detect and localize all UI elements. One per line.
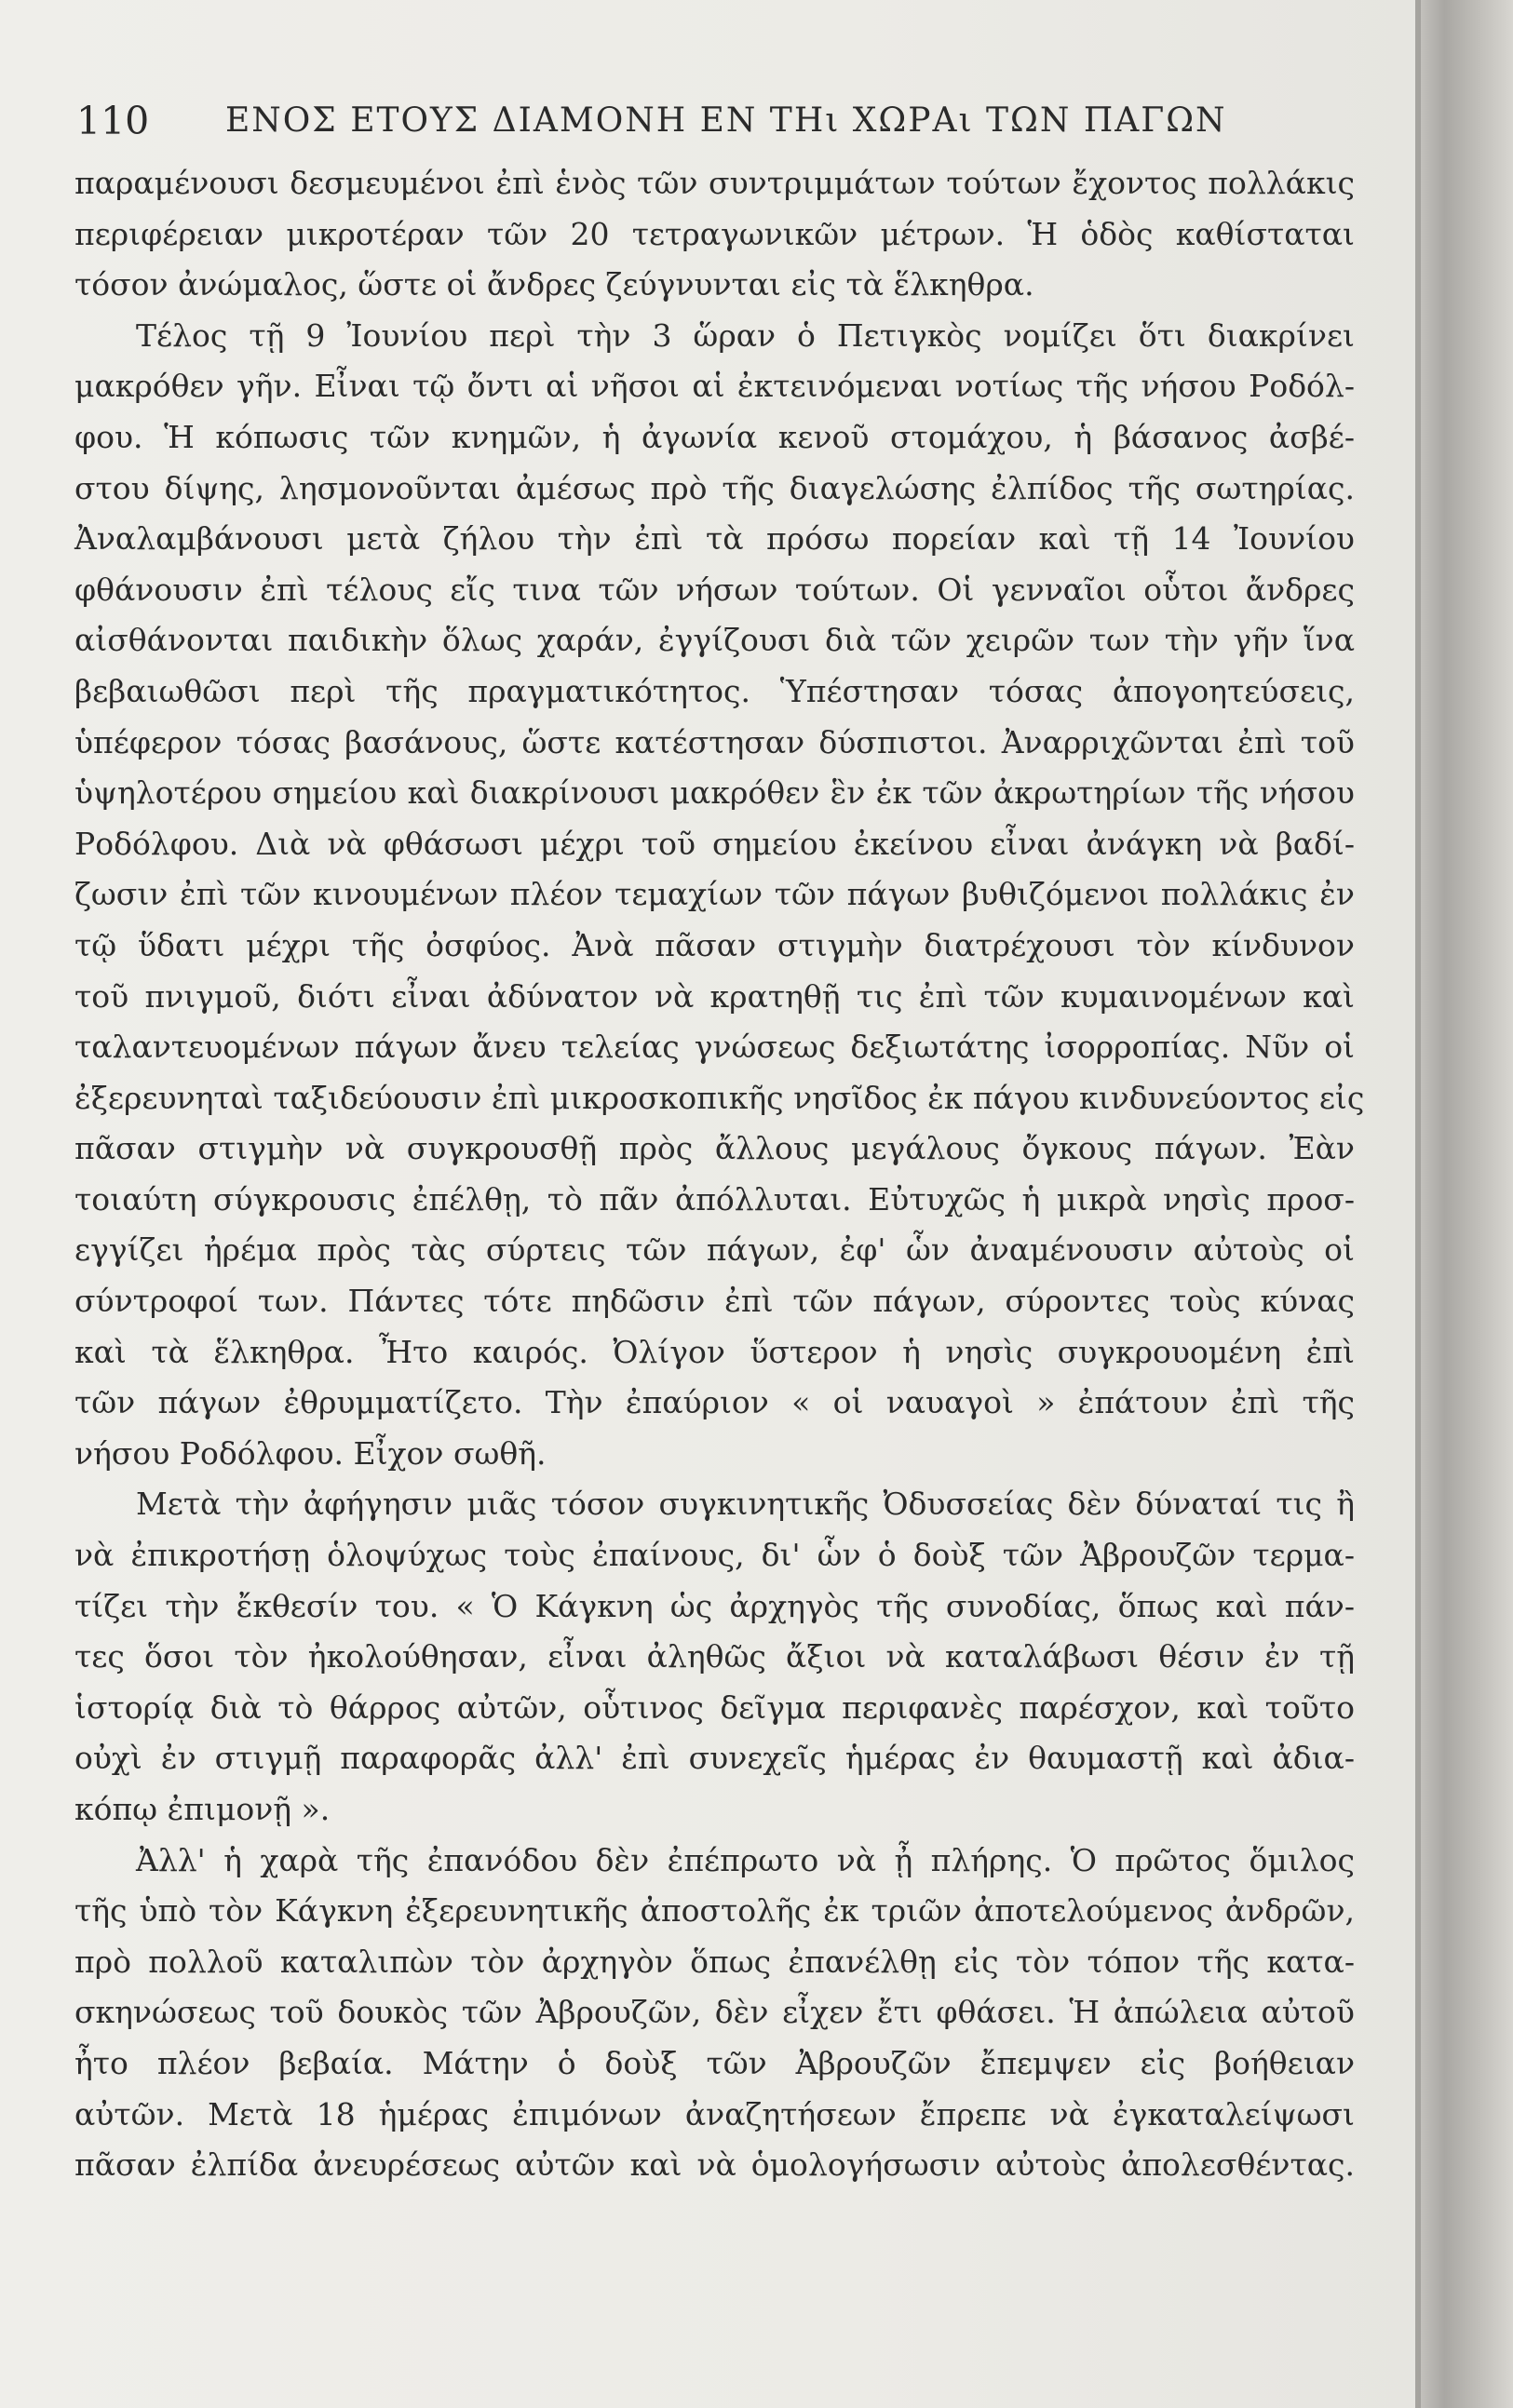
text-line: περιφέρειαν μικροτέραν τῶν 20 τετραγωνικῶν μέτρων. Ἡ ὁδὸς καθίσταται xyxy=(74,215,1355,252)
text-line: καὶ τὰ ἕλκηθρα. Ἦτο καιρός. Ὀλίγον ὕστερον ἡ νησὶς συγκρουομένη ἐπὶ xyxy=(74,1333,1355,1370)
page-header xyxy=(76,93,1361,149)
text-line: Τέλος τῇ 9 Ἰουνίου περὶ τὴν 3 ὥραν ὁ Πετιγκὸς νομίζει ὅτι διακρίνει xyxy=(136,316,1355,354)
running-head: ΕΝΟΣ ΕΤΟΥΣ ΔΙΑΜΟΝΗ ΕΝ ΤΗι ΧΩΡΑι ΤΩΝ ΠΑΓΩΝ xyxy=(225,101,1227,140)
text-line: τοιαύτη σύγκρουσις ἐπέλθῃ, τὸ πᾶν ἀπόλλυται. Εὐτυχῶς ἡ μικρὰ νησὶς προσ- xyxy=(74,1180,1355,1217)
text-line: τόσον ἀνώμαλος, ὥστε οἱ ἄνδρες ζεύγνυνται εἰς τὰ ἕλκηθρα. xyxy=(74,266,1034,303)
text-line: Μετὰ τὴν ἀφήγησιν μιᾶς τόσον συγκινητικῆς Ὀδυσσείας δὲν δύναταί τις ἢ xyxy=(136,1486,1355,1523)
text-line: νήσου Ροδόλφου. Εἶχον σωθῆ. xyxy=(74,1434,547,1472)
text-line: ἐξερευνηταὶ ταξιδεύουσιν ἐπὶ μικροσκοπικῆς νησῖδος ἐκ πάγου κινδυνεύοντος εἰς xyxy=(74,1079,1365,1116)
text-line: τῶν πάγων ἐθρυμματίζετο. Τὴν ἐπαύριον « οἱ ναυαγοὶ » ἐπάτουν ἐπὶ τῆς xyxy=(74,1384,1355,1421)
text-line: τῆς ὑπὸ τὸν Κάγκνη ἐξερευνητικῆς ἀποστολῆς ἐκ τριῶν ἀποτελούμενος ἀνδρῶν, xyxy=(74,1892,1355,1930)
text-line: οὐχὶ ἐν στιγμῇ παραφορᾶς ἀλλ' ἐπὶ συνεχεῖς ἡμέρας ἐν θαυμαστῇ καὶ ἀδια- xyxy=(74,1740,1355,1777)
text-line: πᾶσαν ἐλπίδα ἀνευρέσεως αὐτῶν καὶ νὰ ὁμολογήσωσιν αὐτοὺς ἀπολεσθέντας. xyxy=(74,2146,1355,2184)
text-line: τῷ ὕδατι μέχρι τῆς ὀσφύος. Ἀνὰ πᾶσαν στιγμὴν διατρέχουσι τὸν κίνδυνον xyxy=(74,926,1355,963)
text-line: τίζει τὴν ἔκθεσίν του. « Ὁ Κάγκνη ὡς ἀρχηγὸς τῆς συνοδίας, ὅπως καὶ πάν- xyxy=(74,1587,1355,1624)
text-line: αἰσθάνονται παιδικὴν ὅλως χαράν, ἐγγίζουσι διὰ τῶν χειρῶν των τὴν γῆν ἵνα xyxy=(74,622,1355,659)
text-line: πρὸ πολλοῦ καταλιπὼν τὸν ἀρχηγὸν ὅπως ἐπανέλθῃ εἰς τὸν τόπον τῆς κατα- xyxy=(74,1943,1355,1980)
text-line: ἦτο πλέον βεβαία. Μάτην ὁ δοὺξ τῶν Ἀβρουζῶν ἔπεμψεν εἰς βοήθειαν xyxy=(74,2044,1355,2081)
text-line: νὰ ἐπικροτήσῃ ὁλοψύχως τοὺς ἐπαίνους, δι' ὧν ὁ δοὺξ τῶν Ἀβρουζῶν τερμα- xyxy=(74,1537,1355,1574)
text-line: ἱστορίᾳ διὰ τὸ θάρρος αὐτῶν, οὗτινος δεῖγμα περιφανὲς παρέσχον, καὶ τοῦτο xyxy=(74,1688,1355,1726)
text-line: Ἀλλ' ἡ χαρὰ τῆς ἐπανόδου δὲν ἐπέπρωτο νὰ ᾖ πλήρης. Ὁ πρῶτος ὅμιλος xyxy=(136,1841,1355,1878)
text-line: Ροδόλφου. Διὰ νὰ φθάσωσι μέχρι τοῦ σημείου ἐκείνου εἶναι ἀνάγκη νὰ βαδί- xyxy=(74,825,1355,862)
text-line: τες ὅσοι τὸν ἠκολούθησαν, εἶναι ἀληθῶς ἄξιοι νὰ καταλάβωσι θέσιν ἐν τῇ xyxy=(74,1638,1355,1675)
text-line: φθάνουσιν ἐπὶ τέλους εἴς τινα τῶν νήσων τούτων. Οἱ γενναῖοι οὗτοι ἄνδρες xyxy=(74,571,1355,608)
text-line: εγγίζει ἠρέμα πρὸς τὰς σύρτεις τῶν πάγων, ἐφ' ὧν ἀναμένουσιν αὐτοὺς οἱ xyxy=(74,1231,1355,1269)
text-line: μακρόθεν γῆν. Εἶναι τῷ ὄντι αἱ νῆσοι αἱ ἐκτεινόμεναι νοτίως τῆς νήσου Ροδόλ- xyxy=(74,368,1355,405)
text-line: Ἀναλαμβάνουσι μετὰ ζήλου τὴν ἐπὶ τὰ πρόσω πορείαν καὶ τῇ 14 Ἰουνίου xyxy=(74,520,1355,558)
book-binding-gutter xyxy=(1415,0,1513,2408)
text-line: αὐτῶν. Μετὰ 18 ἡμέρας ἐπιμόνων ἀναζητήσεων ἔπρεπε νὰ ἐγκαταλείψωσι xyxy=(74,2095,1355,2132)
text-line: σκηνώσεως τοῦ δουκὸς τῶν Ἀβρουζῶν, δὲν εἶχεν ἔτι φθάσει. Ἡ ἀπώλεια αὐτοῦ xyxy=(74,1994,1355,2031)
text-line: πᾶσαν στιγμὴν νὰ συγκρουσθῇ πρὸς ἄλλους μεγάλους ὄγκους πάγων. Ἐὰν xyxy=(74,1130,1355,1167)
text-line: ζωσιν ἐπὶ τῶν κινουμένων πλέον τεμαχίων τῶν πάγων βυθιζόμενοι πολλάκις ἐν xyxy=(74,876,1355,913)
body-text xyxy=(74,158,1365,2191)
text-line: παραμένουσι δεσμευμένοι ἐπὶ ἑνὸς τῶν συντριμμάτων τούτων ἔχοντος πολλάκις xyxy=(74,165,1355,201)
text-line: ὑπέφερον τόσας βασάνους, ὥστε κατέστησαν δύσπιστοι. Ἀναρριχῶνται ἐπὶ τοῦ xyxy=(74,723,1355,760)
text-line: σύντροφοί των. Πάντες τότε πηδῶσιν ἐπὶ τῶν πάγων, σύροντες τοὺς κύνας xyxy=(74,1283,1355,1320)
text-line: ὑψηλοτέρου σημείου καὶ διακρίνουσι μακρόθεν ἓν ἐκ τῶν ἀκρωτηρίων τῆς νήσου xyxy=(74,774,1355,812)
text-line: φου. Ἡ κόπωσις τῶν κνημῶν, ἡ ἀγωνία κενοῦ στομάχου, ἡ βάσανος ἀσβέ- xyxy=(74,418,1355,455)
text-line: τοῦ πνιγμοῦ, διότι εἶναι ἀδύνατον νὰ κρατηθῇ τις ἐπὶ τῶν κυμαινομένων καὶ xyxy=(74,977,1355,1015)
page-number: 110 xyxy=(76,99,150,143)
text-line: στου δίψης, λησμονοῦνται ἀμέσως πρὸ τῆς διαγελώσης ἐλπίδος τῆς σωτηρίας. xyxy=(74,469,1355,506)
text-line: βεβαιωθῶσι περὶ τῆς πραγματικότητος. Ὑπέστησαν τόσας ἀπογοητεύσεις, xyxy=(74,672,1355,709)
text-line: κόπῳ ἐπιμονῇ ». xyxy=(74,1791,331,1827)
text-line: ταλαντευομένων πάγων ἄνευ τελείας γνώσεως δεξιωτάτης ἰσορροπίας. Νῦν οἱ xyxy=(74,1029,1355,1066)
